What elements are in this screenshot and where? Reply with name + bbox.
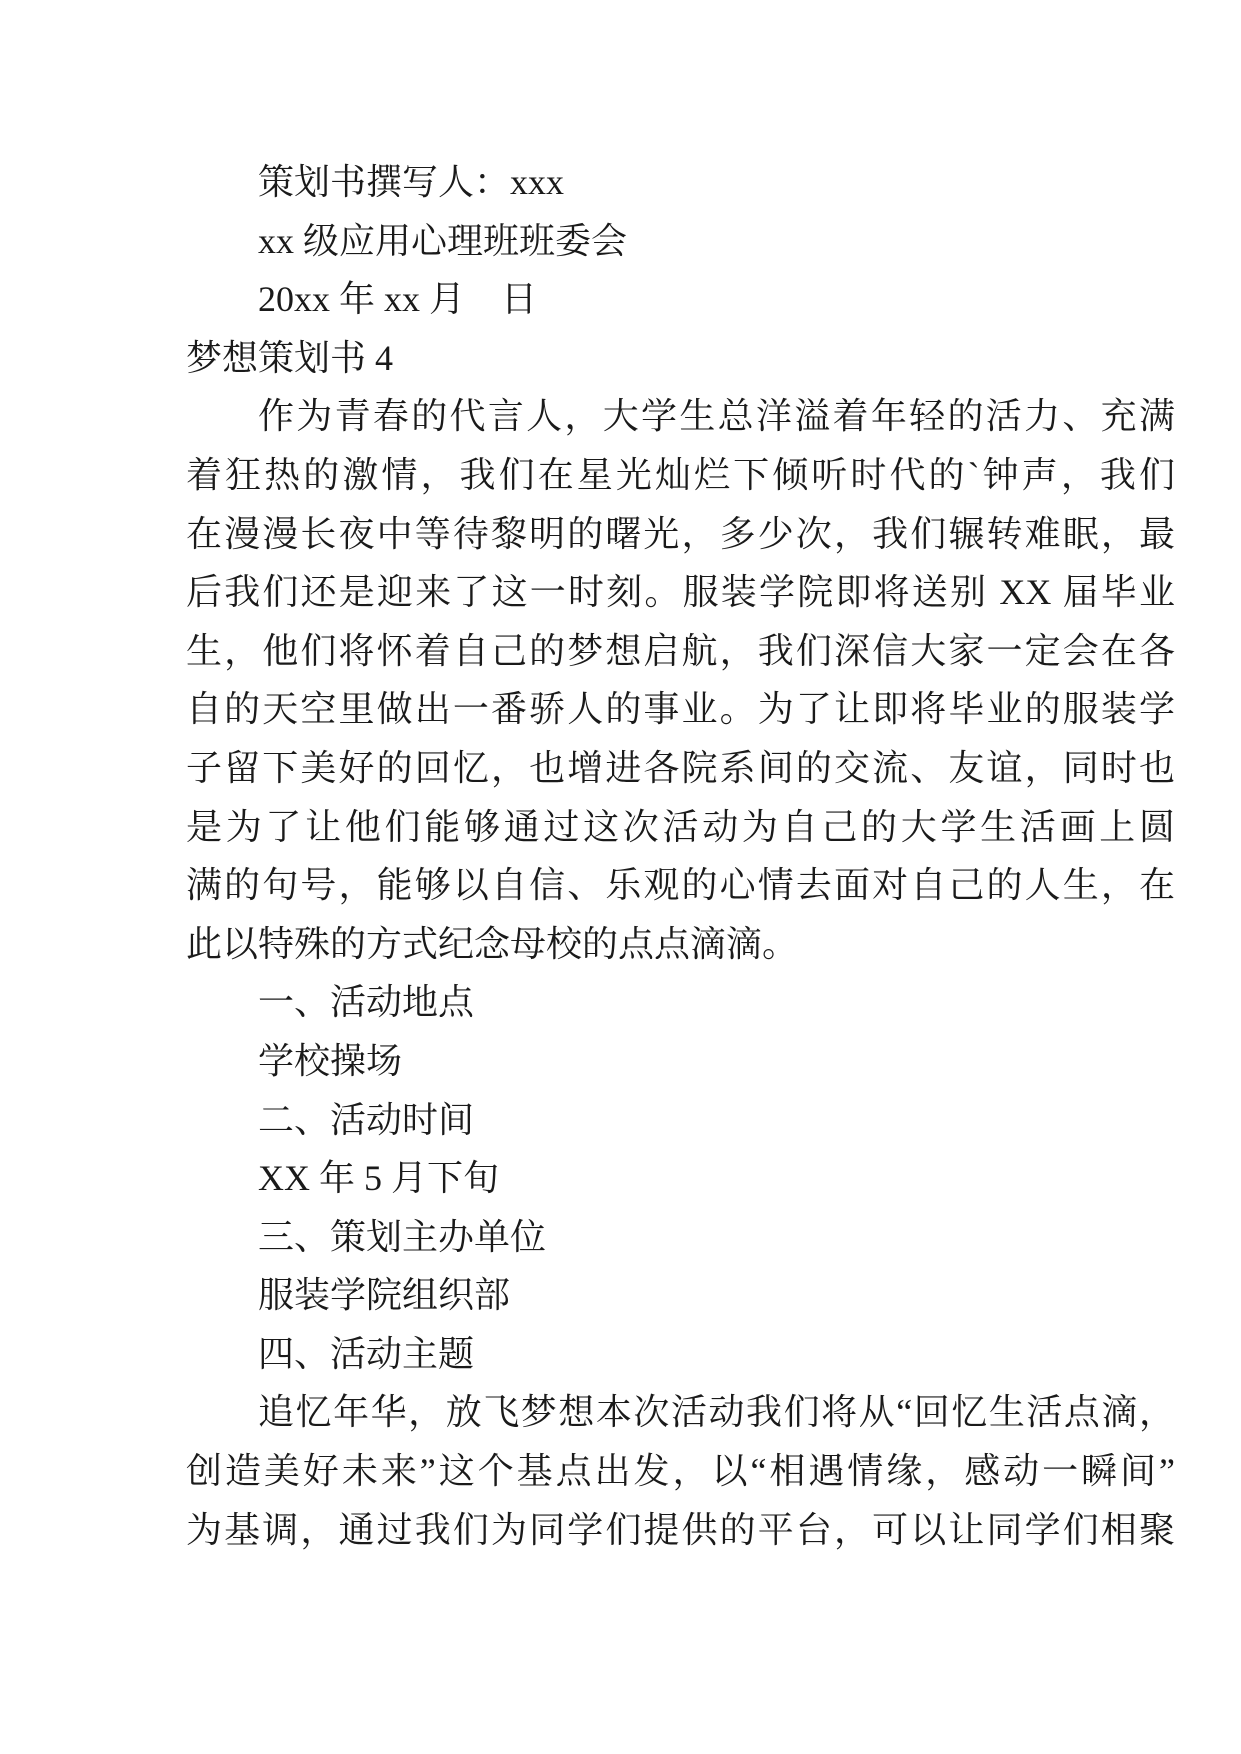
intro-line: 此以特殊的方式纪念母校的点点滴滴。 [186,923,799,964]
section-theme [186,1325,1175,1384]
section-heading: 四、活动主题 [258,1333,475,1374]
theme-line: 追忆年华，放飞梦想本次活动我们将从“回忆生活点滴， [258,1392,1175,1433]
intro-line: 自的天空里做出一番骄人的事业。为了让即将毕业的服装学 [186,689,1175,730]
section-content: XX 年 5 月下旬 [258,1158,499,1199]
section-heading: 二、活动时间 [258,1099,475,1140]
section-location [186,973,1175,1090]
intro-line: 作为青春的代言人，大学生总洋溢着年轻的活力、充满 [258,396,1175,437]
date-line: 20xx 年 xx 月 日 [258,279,538,320]
section-time [186,1091,1175,1208]
theme-line: 为基调，通过我们为同学们提供的平台，可以让同学们相聚 [186,1509,1175,1550]
section-heading: 一、活动地点 [258,982,475,1023]
intro-line: 满的句号，能够以自信、乐观的心情去面对自己的人生，在 [186,865,1175,906]
intro-line: 是为了让他们能够通过这次活动为自己的大学生活画上圆 [186,806,1175,847]
committee-line: xx 级应用心理班班委会 [258,220,628,261]
theme-paragraph [186,1383,1175,1559]
intro-line: 着狂热的激情，我们在星光灿烂下倾听时代的`钟声，我们 [186,454,1175,495]
writer-line: 策划书撰写人：xxx [258,162,565,202]
theme-line: 创造美好未来”这个基点出发，以“相遇情缘，感动一瞬间” [186,1451,1175,1492]
intro-line: 在漫漫长夜中等待黎明的曙光，多少次，我们辗转难眠，最 [186,513,1175,554]
section-heading: 三、策划主办单位 [258,1216,547,1257]
intro-line: 子留下美好的回忆，也增进各院系间的交流、友谊，同时也 [186,747,1175,788]
intro-paragraph [186,387,1175,973]
entry-title: 梦想策划书 4 [186,337,394,378]
section-content: 学校操场 [258,1040,403,1081]
intro-line: 生，他们将怀着自己的梦想启航，我们深信大家一定会在各 [186,630,1175,671]
document-body [186,153,1175,1559]
section-content: 服装学院组织部 [258,1275,511,1316]
intro-line: 后我们还是迎来了这一时刻。服装学院即将送别 XX 届毕业 [186,572,1175,613]
section-organizer [186,1208,1175,1325]
